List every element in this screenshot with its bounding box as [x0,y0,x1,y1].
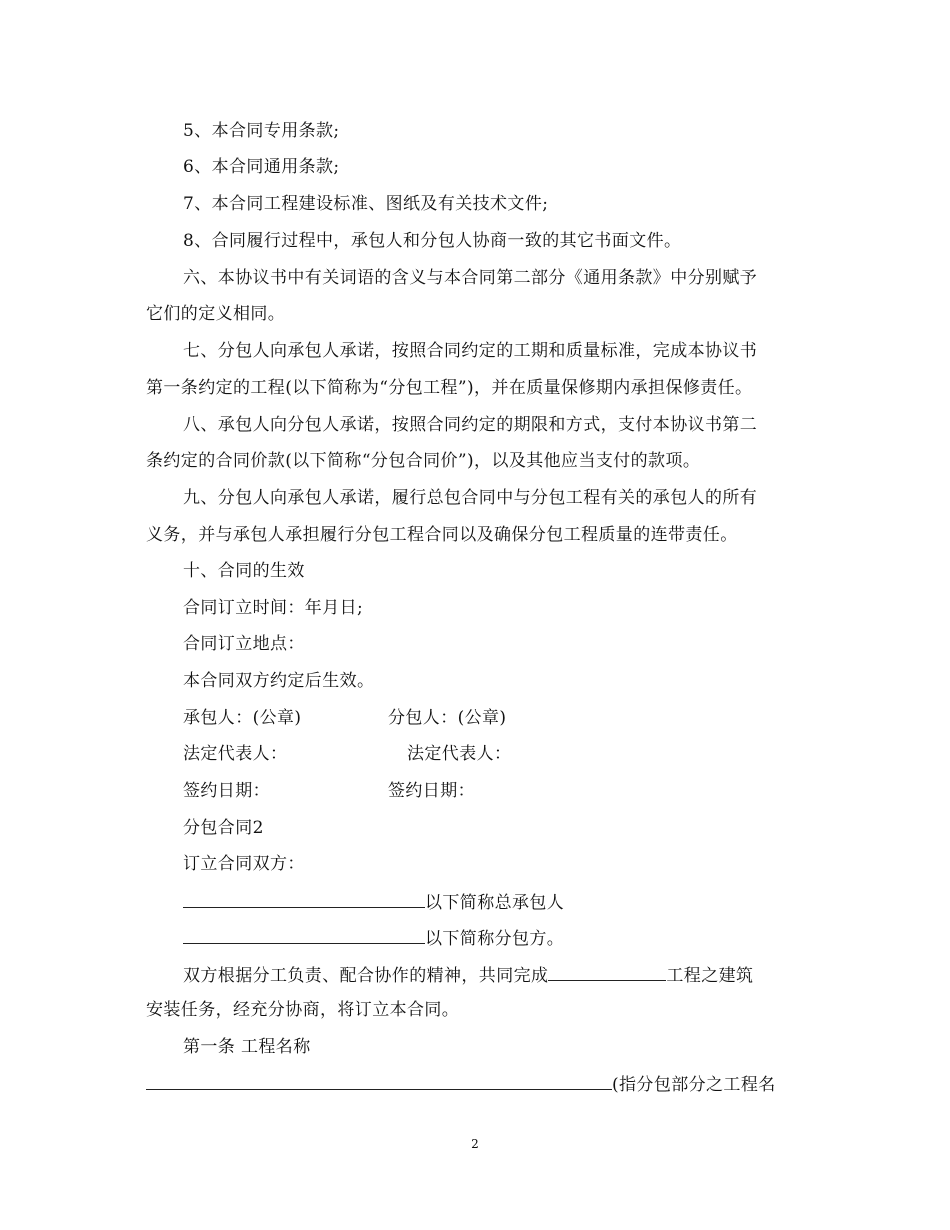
subcontractor-line [183,926,564,950]
contractor-representative: 法定代表人： [183,744,288,764]
article-1-heading: 第一条 工程名称 [183,1037,311,1057]
project-name-field-blank [146,1072,612,1090]
page-number: 2 [471,1137,479,1151]
section-title: 分包合同2 [183,818,264,838]
contract-effective: 本合同双方约定后生效。 [183,671,375,691]
clause-5: 5、本合同专用条款; [183,121,340,141]
preamble-text-end: 工程之建筑 [666,966,754,986]
contractor-seal: 承包人：(公章) [183,708,302,728]
general-contractor-line [183,890,564,914]
article-6-line-2: 它们的定义相同。 [146,304,286,324]
contractor-signing-date: 签约日期： [183,781,270,801]
project-name-line [146,1072,776,1096]
article-7-line-2: 第一条约定的工程(以下简称为“分包工程”)，并在质量保修期内承担保修责任。 [146,378,753,398]
clause-6: 6、本合同通用条款; [183,157,340,177]
subcontractor-seal: 分包人：(公章) [388,708,507,728]
preamble-line-1 [183,963,753,987]
article-7-line-1: 七、分包人向承包人承诺，按照合同约定的工期和质量标准，完成本协议书 [183,341,758,361]
preamble-text-start: 双方根据分工负责、配合协作的精神，共同完成 [183,966,549,986]
subcontractor-representative: 法定代表人： [407,744,512,764]
subcontractor-blank [183,926,425,944]
clause-7: 7、本合同工程建设标准、图纸及有关技术文件; [183,194,549,214]
project-name-note: (指分包部分之工程名 [612,1075,776,1095]
article-6-line-1: 六、本协议书中有关词语的含义与本合同第二部分《通用条款》中分别赋予 [183,268,758,288]
article-10-heading: 十、合同的生效 [183,561,305,581]
contracting-parties-label: 订立合同双方： [183,854,305,874]
subcontractor-signing-date: 签约日期： [388,781,475,801]
article-8-line-2: 条约定的合同价款(以下简称“分包合同价”)，以及其他应当支付的款项。 [146,451,701,471]
contract-signing-time: 合同订立时间：年月日; [183,598,364,618]
project-name-blank [548,963,666,981]
subcontractor-label: 以下简称分包方。 [425,929,565,949]
preamble-line-2: 安装任务，经充分协商，将订立本合同。 [146,1000,460,1020]
general-contractor-label: 以下简称总承包人 [425,893,565,913]
contract-signing-place: 合同订立地点： [183,634,305,654]
article-9-line-2: 义务，并与承包人承担履行分包工程合同以及确保分包工程质量的连带责任。 [146,525,738,545]
article-8-line-1: 八、承包人向分包人承诺，按照合同约定的期限和方式，支付本协议书第二 [183,415,758,435]
clause-8: 8、合同履行过程中，承包人和分包人协商一致的其它书面文件。 [183,231,682,251]
article-9-line-1: 九、分包人向承包人承诺，履行总包合同中与分包工程有关的承包人的所有 [183,488,758,508]
general-contractor-blank [183,890,425,908]
